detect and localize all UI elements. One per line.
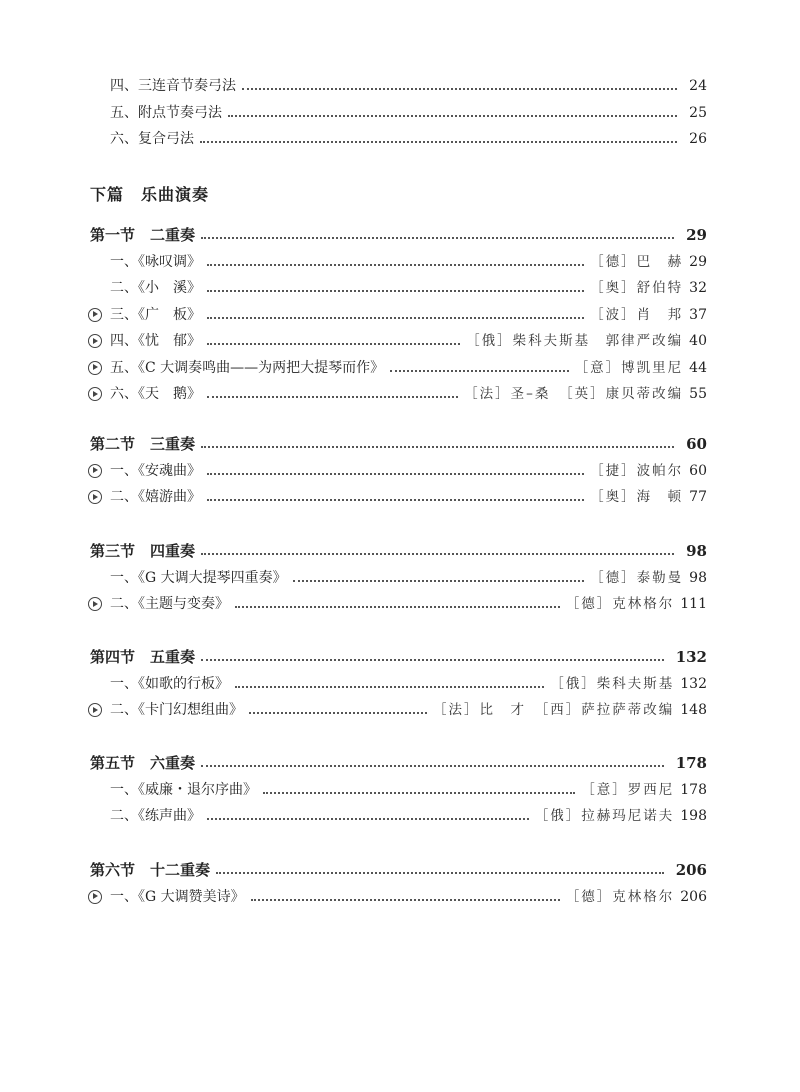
dot-leader — [293, 578, 585, 582]
toc-entry[interactable] — [110, 593, 707, 615]
composer-credit: ［德］泰勒曼 — [590, 569, 684, 586]
page-number: 29 — [689, 253, 707, 270]
page-number: 25 — [689, 105, 707, 121]
page-number: 40 — [689, 333, 707, 349]
dot-leader — [207, 341, 460, 345]
dot-leader — [390, 368, 569, 372]
page-number: 60 — [686, 435, 707, 453]
dot-leader — [242, 86, 677, 90]
dot-leader — [201, 657, 664, 661]
entry-title: 第一节 二重奏 — [90, 226, 196, 244]
dot-leader — [207, 262, 584, 266]
composer-credit: ［俄］柴科夫斯基 郭律严改编 — [466, 333, 684, 349]
dot-leader — [207, 471, 584, 475]
dot-leader — [207, 315, 584, 319]
dot-leader — [207, 497, 584, 501]
page-number: 206 — [675, 861, 707, 879]
composer-credit: ［意］罗西尼 — [581, 781, 675, 798]
page-number: 206 — [680, 888, 707, 905]
composer-credit: ［德］克林格尔 — [565, 888, 675, 905]
toc-entry[interactable] — [110, 128, 707, 150]
dot-leader — [235, 684, 544, 688]
entry-title: 第六节 十二重奏 — [90, 861, 211, 879]
entry-title: 六、复合弓法 — [110, 131, 194, 147]
page-number: 98 — [686, 542, 707, 560]
dot-leader — [207, 394, 458, 398]
section-heading[interactable] — [90, 859, 707, 881]
play-audio-icon[interactable] — [88, 361, 102, 375]
entry-title: 一、《威廉・退尔序曲》 — [110, 781, 257, 798]
composer-credit: ［奥］海 顿 — [590, 489, 684, 505]
dot-leader — [263, 790, 575, 794]
dot-leader — [200, 139, 677, 143]
entry-title: 一、《如歌的行板》 — [110, 675, 229, 692]
section-heading[interactable] — [90, 224, 707, 246]
entry-title: 第二节 三重奏 — [90, 435, 196, 453]
page-number: 98 — [689, 569, 707, 586]
play-audio-icon[interactable] — [88, 464, 102, 478]
toc-entry[interactable] — [110, 779, 707, 801]
entry-title: 六、《天 鹅》 — [110, 386, 201, 402]
entry-title: 二、《嬉游曲》 — [110, 489, 201, 505]
page-number: 32 — [689, 280, 707, 296]
toc-entry[interactable] — [110, 330, 707, 352]
page-number: 55 — [689, 386, 707, 402]
play-audio-icon[interactable] — [88, 597, 102, 611]
entry-title: 第三节 四重奏 — [90, 542, 196, 560]
composer-credit: ［法］比 才 ［西］萨拉萨蒂改编 — [433, 702, 675, 718]
entry-title: 四、《忧 郁》 — [110, 333, 201, 349]
dot-leader — [201, 763, 664, 767]
page-number: 178 — [680, 781, 707, 798]
dot-leader — [207, 288, 584, 292]
toc-entry[interactable] — [110, 357, 707, 379]
dot-leader — [228, 113, 677, 117]
entry-title: 二、《小 溪》 — [110, 280, 201, 296]
composer-credit: ［法］圣–桑 ［英］康贝蒂改编 — [464, 386, 684, 402]
toc-entry[interactable] — [110, 383, 707, 405]
entry-title: 五、《C 大调奏鸣曲——为两把大提琴而作》 — [110, 359, 385, 376]
play-audio-icon[interactable] — [88, 703, 102, 717]
entry-title: 三、《广 板》 — [110, 306, 201, 323]
dot-leader — [207, 816, 529, 820]
section-heading[interactable] — [90, 752, 707, 774]
toc-entry[interactable] — [110, 75, 707, 97]
dot-leader — [201, 235, 674, 239]
page-number: 198 — [680, 808, 707, 824]
composer-credit: ［波］肖 邦 — [590, 306, 684, 323]
toc-entry[interactable] — [110, 886, 707, 908]
page-number: 132 — [675, 648, 707, 666]
composer-credit: ［德］巴 赫 — [590, 253, 684, 270]
toc-entry[interactable] — [110, 805, 707, 827]
play-audio-icon[interactable] — [88, 387, 102, 401]
page-number: 29 — [686, 226, 707, 244]
page-number: 60 — [689, 462, 707, 479]
composer-credit: ［奥］舒伯特 — [590, 280, 684, 296]
entry-title: 第四节 五重奏 — [90, 648, 196, 666]
page-number: 44 — [689, 359, 707, 376]
page-number: 77 — [689, 489, 707, 505]
composer-credit: ［俄］柴科夫斯基 — [550, 675, 675, 692]
entry-title: 一、《安魂曲》 — [110, 462, 201, 479]
toc-entry[interactable] — [110, 460, 707, 482]
toc-entry[interactable] — [110, 277, 707, 299]
composer-credit: ［德］克林格尔 — [565, 596, 675, 612]
toc-entry[interactable] — [110, 486, 707, 508]
composer-credit: ［捷］波帕尔 — [590, 462, 684, 479]
entry-title: 二、《卡门幻想组曲》 — [110, 702, 243, 718]
entry-title: 一、《G 大调赞美诗》 — [110, 888, 245, 905]
toc-entry[interactable] — [110, 567, 707, 589]
page-number: 111 — [680, 596, 707, 612]
entry-title: 第五节 六重奏 — [90, 754, 196, 772]
dot-leader — [235, 604, 560, 608]
play-audio-icon[interactable] — [88, 334, 102, 348]
page-number: 26 — [689, 131, 707, 147]
entry-title: 五、附点节奏弓法 — [110, 105, 222, 121]
toc-entry[interactable] — [110, 102, 707, 124]
page-number: 37 — [689, 306, 707, 323]
composer-credit: ［意］博凯里尼 — [574, 359, 684, 376]
entry-title: 四、三连音节奏弓法 — [110, 78, 236, 94]
dot-leader — [201, 444, 674, 448]
dot-leader — [249, 710, 427, 714]
page-number: 148 — [680, 702, 707, 718]
entry-title: 二、《主题与变奏》 — [110, 596, 229, 612]
dot-leader — [201, 551, 674, 555]
play-audio-icon[interactable] — [88, 490, 102, 504]
play-audio-icon[interactable] — [88, 308, 102, 322]
page-number: 24 — [689, 78, 707, 94]
toc-entry[interactable] — [110, 673, 707, 695]
part-title: 下篇 乐曲演奏 — [90, 185, 210, 204]
dot-leader — [251, 897, 560, 901]
section-heading[interactable] — [90, 433, 707, 455]
entry-title: 一、《咏叹调》 — [110, 253, 201, 270]
composer-credit: ［俄］拉赫玛尼诺夫 — [534, 808, 675, 824]
section-heading[interactable] — [90, 540, 707, 562]
dot-leader — [216, 870, 664, 874]
section-heading[interactable] — [90, 646, 707, 668]
entry-title: 二、《练声曲》 — [110, 808, 201, 824]
toc-entry[interactable] — [110, 699, 707, 721]
toc-entry[interactable] — [110, 304, 707, 326]
page-number: 178 — [675, 754, 707, 772]
entry-title: 一、《G 大调大提琴四重奏》 — [110, 569, 287, 586]
toc-entry[interactable] — [110, 251, 707, 273]
play-audio-icon[interactable] — [88, 890, 102, 904]
page-number: 132 — [680, 675, 707, 692]
